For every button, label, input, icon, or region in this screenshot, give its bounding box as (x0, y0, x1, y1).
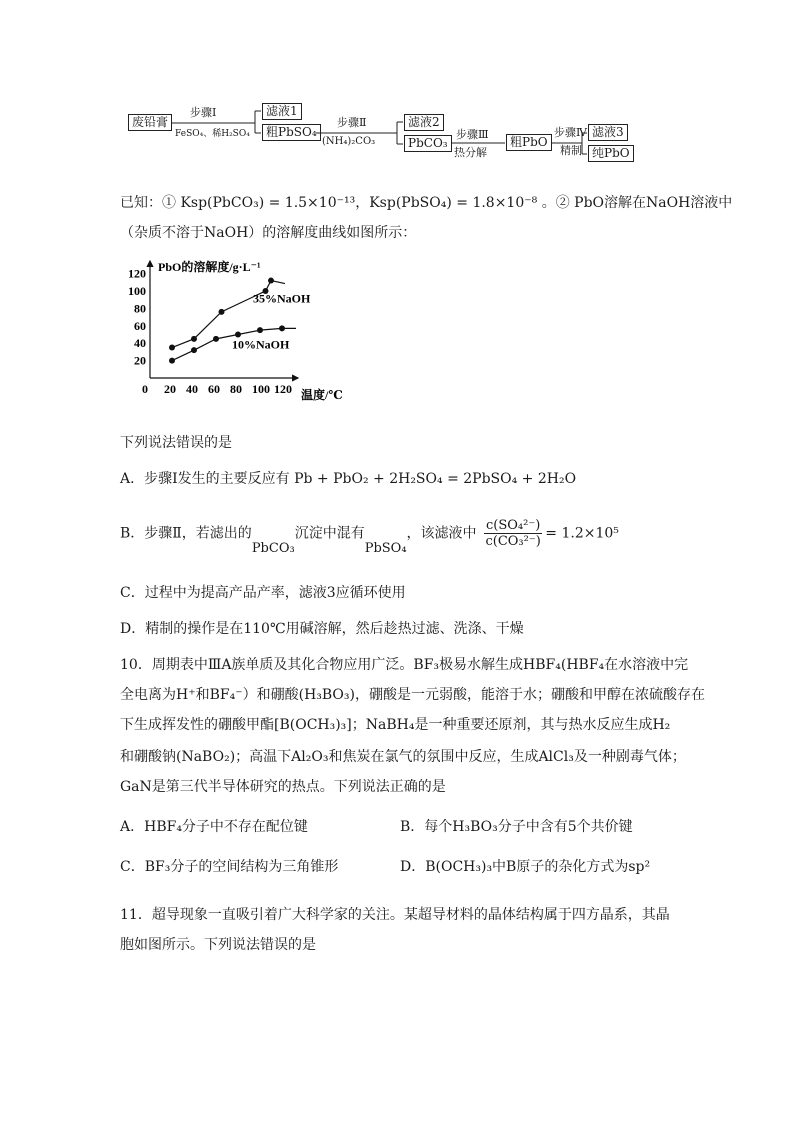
q10-line-4: 和硼酸钠(NaBO₂)；高温下Al₂O₃和焦炭在氯气的氛围中反应，生成AlCl₃及一种剧毒气体； (120, 749, 686, 765)
x-tick-label: 40 (186, 382, 198, 396)
flow-pbco3-box: PbCO₃ (404, 135, 452, 152)
series-label: 10%NaOH (232, 337, 290, 352)
data-point (169, 358, 175, 364)
x-tick-label: 60 (208, 382, 220, 396)
q9-stem: 下列说法错误的是 (120, 435, 232, 451)
q10-line-2: 全电离为H⁺和BF₄⁻）和硼酸(H₃BO₃)，硼酸是一元弱酸，能溶于水；硼酸和甲醇在浓硫酸存在 (120, 687, 705, 703)
data-point (279, 325, 285, 331)
y-axis-label: PbO的溶解度/g·L⁻¹ (158, 260, 261, 274)
flow-step3-label: 步骤Ⅲ (456, 128, 489, 141)
q10-option-c: C．BF₃分子的空间结构为三角锥形 (120, 859, 339, 875)
y-tick-label: 100 (128, 284, 146, 298)
known-line-1: 已知：① Ksp(PbCO₃) = 1.5×10⁻¹³，Ksp(PbSO₄) = 1.8×10⁻⁸ 。② PbO溶解在NaOH溶液中 (120, 195, 733, 211)
q11-line-2: 胞如图所示。下列说法错误的是 (120, 937, 316, 953)
known-line-2: （杂质不溶于NaOH）的溶解度曲线如图所示： (120, 225, 417, 241)
flow-arrows (0, 0, 800, 180)
q9-option-b: B．步骤Ⅱ，若滤出的PbCO₃沉淀中混有PbSO₄，该滤液中 $\frac{\text{c(SO₄²⁻)}}{\text{c(CO₃²⁻)}}$ = 1.2×10⁵ (120, 518, 619, 556)
origin-label: 0 (142, 382, 148, 396)
flow-reagent2: (NH₄)₂CO₃ (322, 136, 376, 147)
flow-pure-pbo-box: 纯PbO (588, 145, 634, 162)
data-point (169, 345, 175, 351)
flow-start-box: 废铅膏 (128, 114, 172, 131)
x-tick-label: 120 (274, 382, 292, 396)
q9-option-c: C．过程中为提高产品产率，滤液3应循环使用 (120, 585, 406, 601)
q9-option-d: D．精制的操作是在110℃用碱溶解，然后趁热过滤、洗涤、干燥 (120, 621, 524, 637)
flow-crude-pbo-box: 粗PbO (506, 134, 552, 151)
q10-option-b: B．每个H₃BO₃分子中含有5个共价键 (400, 819, 633, 835)
q10-line-1: 10．周期表中ⅢA族单质及其化合物应用广泛。BF₃极易水解生成HBF₄(HBF₄在水溶液中完 (120, 657, 689, 673)
x-tick-label: 100 (252, 382, 270, 396)
solubility-chart (118, 255, 378, 415)
data-point (219, 309, 225, 315)
flow-filtrate1-box: 滤液1 (262, 103, 302, 120)
data-point (191, 336, 197, 342)
q11-line-1: 11．超导现象一直吸引着广大科学家的关注。某超导材料的晶体结构属于四方晶系，其晶 (120, 907, 670, 923)
q10-line-3: 下生成挥发性的硼酸甲酯[B(OCH₃)₃]；NaBH₄是一种重要还原剂，其与热水反应生成H₂ (120, 717, 671, 733)
flow-step2-label: 步骤Ⅱ (337, 116, 367, 129)
data-point (191, 347, 197, 353)
flow-filtrate3-box: 滤液3 (588, 124, 628, 141)
data-point (268, 278, 274, 284)
data-point (257, 327, 263, 333)
y-tick-label: 40 (134, 336, 146, 351)
y-tick-label: 120 (128, 266, 146, 281)
y-tick-label: 20 (134, 353, 146, 368)
flow-filtrate2-box: 滤液2 (404, 114, 444, 131)
x-tick-label: 20 (164, 382, 176, 396)
q9-ratio-fraction: $\frac{\text{c(SO₄²⁻)}}{\text{c(CO₃²⁻)}}$ (485, 518, 541, 549)
flow-step4-label: 步骤Ⅳ (554, 126, 587, 139)
q10-option-d: D．B(OCH₃)₃中B原子的杂化方式为sp² (400, 859, 651, 875)
flow-step4-note: 精制 (560, 144, 582, 157)
y-tick-label: 60 (134, 318, 146, 333)
flow-step1-label: 步骤Ⅰ (190, 106, 217, 119)
flow-step3-note: 热分解 (454, 146, 487, 159)
q10-line-5: GaN是第三代半导体研究的热点。下列说法正确的是 (120, 779, 446, 795)
q10-option-a: A．HBF₄分子中不存在配位键 (120, 819, 308, 835)
data-point (213, 336, 219, 342)
y-tick-label: 80 (134, 301, 146, 316)
flow-reagent1: FeSO₄、稀H₂SO₄ (175, 129, 250, 139)
x-tick-label: 80 (230, 382, 242, 396)
flow-crude-pbso4-box: 粗PbSO₄ (262, 124, 321, 141)
series-label: 35%NaOH (253, 291, 311, 306)
x-axis-label: 温度/℃ (301, 388, 343, 402)
q9-option-a: A．步骤Ⅰ发生的主要反应有 Pb + PbO₂ + 2H₂SO₄ = 2PbSO₄ + 2H₂O (120, 471, 577, 487)
